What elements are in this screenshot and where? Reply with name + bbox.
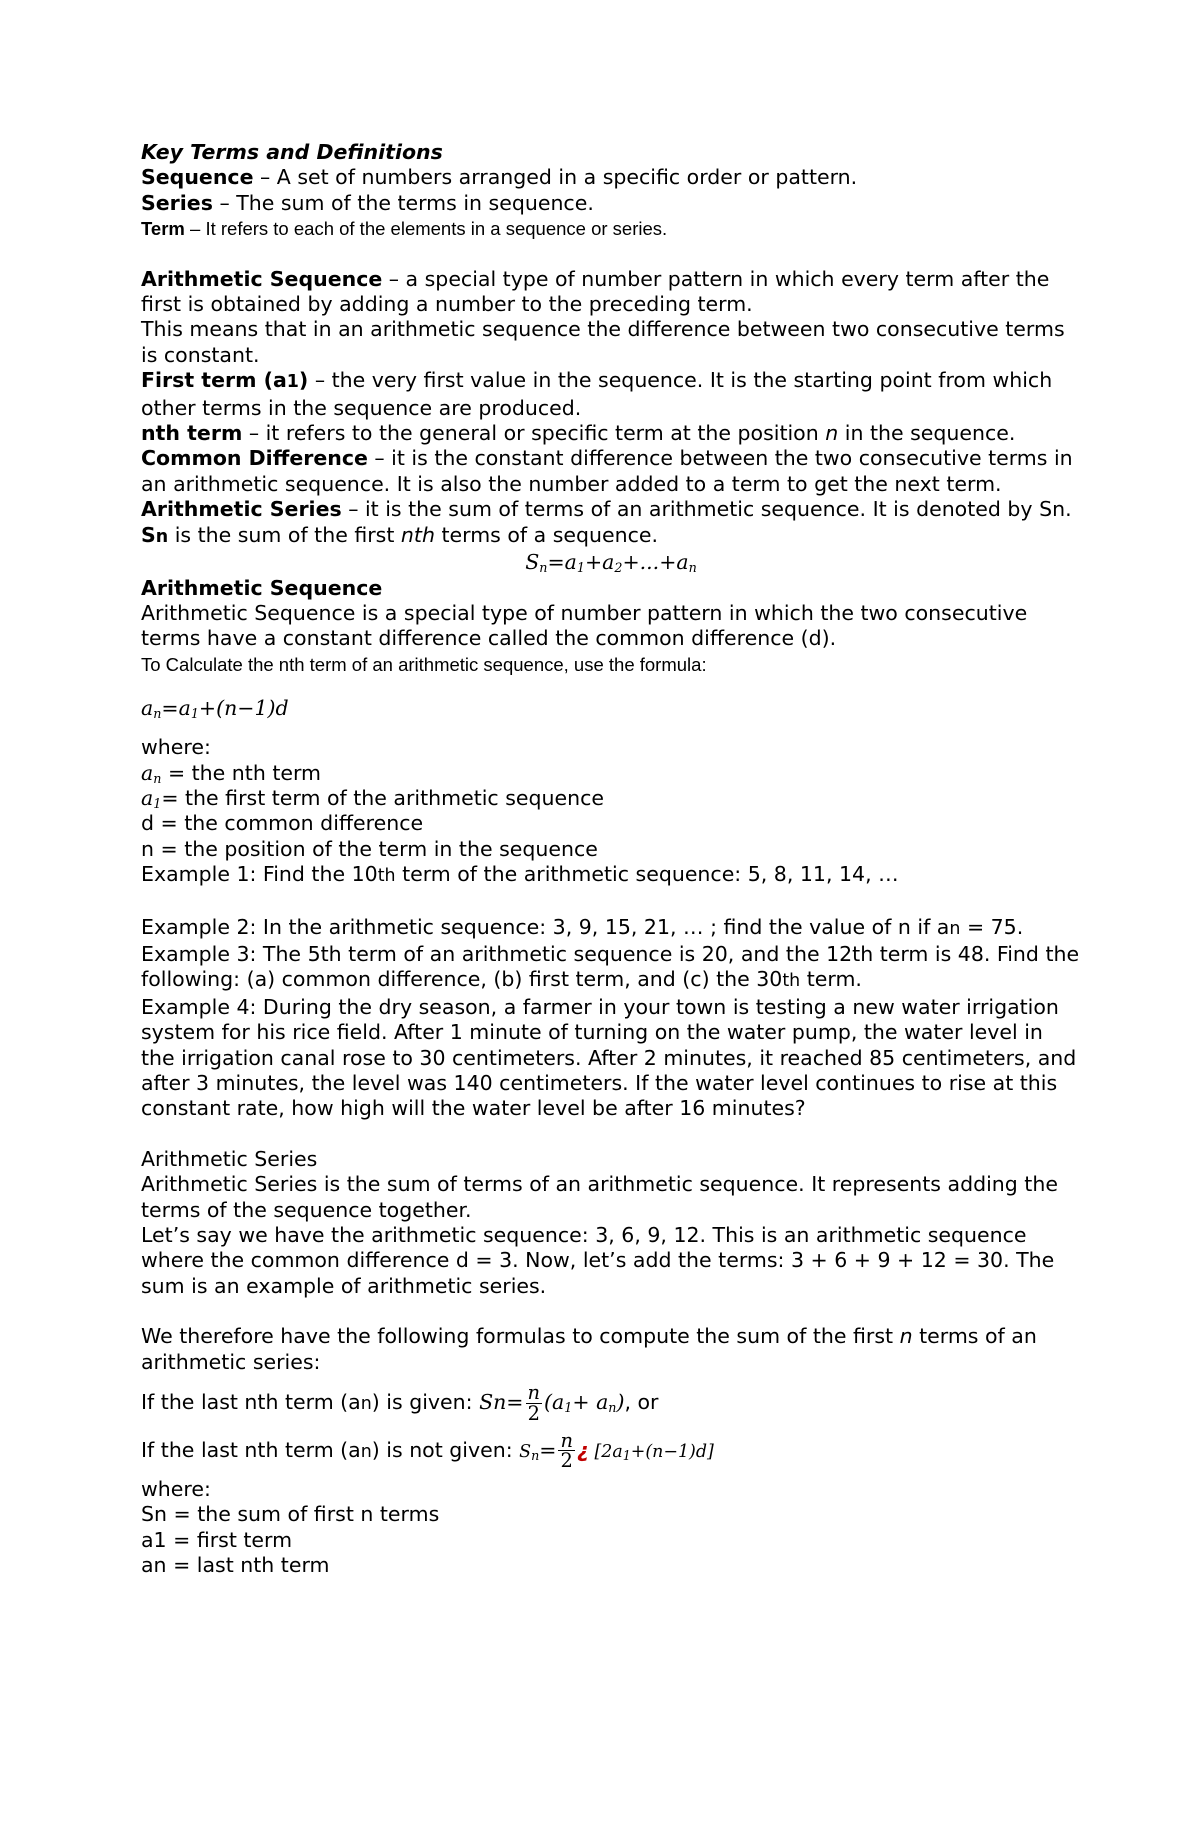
def-first-term-close: )	[298, 368, 309, 393]
f2-fraction	[558, 1431, 575, 1471]
formula-an	[141, 691, 1081, 725]
example-2-n: n	[949, 918, 961, 939]
where-an-text: = the nth term	[161, 760, 322, 785]
arith-series-example: Let’s say we have the arithmetic sequence: 3, 6, 9, 12. This is an arithmetic sequence where the common difference d = 3. Now, let’s add the terms: 3 + 6 + 9 + 12 = 30. The sum is an example of arithmetic series.	[141, 1223, 1055, 1298]
def-arith-series-text: – it is the sum of terms of an arithmetic sequence. It is denoted by Sn.	[341, 497, 1072, 522]
example-1-b: term of the arithmetic sequence: 5, 8, 11, 14, …	[395, 862, 899, 887]
arith-series-heading: Arithmetic Series	[141, 1146, 318, 1171]
def-arith-seq	[141, 267, 1081, 318]
def-sn-term	[141, 523, 168, 547]
f2-eq: =	[539, 1437, 557, 1462]
if-given-b: ) is given:	[371, 1390, 480, 1415]
def-nth-term-text-b: in the sequence.	[838, 421, 1016, 446]
example-1-th: th	[377, 866, 396, 887]
def-term-text: – It refers to each of the elements in a sequence or series.	[184, 218, 668, 240]
spacer	[141, 1122, 1081, 1147]
arith-series-where: where:	[141, 1476, 211, 1501]
arith-seq-desc: Arithmetic Sequence is a special type of number pattern in which the two consecutive terms have a constant difference called the common difference (d).	[141, 600, 1028, 651]
def-first-term-term	[141, 368, 308, 392]
f1-den: 2	[527, 1401, 540, 1425]
formula-sn-ellipsis: +...+	[622, 550, 677, 575]
def-common-diff-text: – it is the constant difference between the two consecutive terms in an arithmetic sequence. It is also the number added to a term to get the next term.	[141, 446, 1073, 496]
f1-fraction	[526, 1383, 543, 1423]
f2-rest-a: [2a	[588, 1441, 623, 1462]
def-first-term-label: First term (a	[141, 368, 287, 393]
formula-an-eq: =a	[161, 696, 191, 721]
if-not-b: ) is not given:	[371, 1437, 520, 1462]
f2-rest-b: +(n−1)d]	[630, 1441, 714, 1462]
def-arith-seq-term: Arithmetic Sequence	[141, 266, 383, 291]
f1-rest-c: )	[616, 1390, 625, 1415]
def-sn	[141, 523, 1081, 550]
f1-rest-n: n	[608, 1400, 617, 1416]
def-term	[141, 216, 1081, 241]
def-sn-sub: n	[155, 526, 169, 547]
series-where-an: an = last nth term	[141, 1553, 330, 1578]
f2-error-glyph: ¿	[577, 1437, 589, 1462]
f1-rest-a: (a	[544, 1390, 565, 1415]
formula-an-sub-n: n	[153, 706, 162, 722]
where-a1-text: = the first term of the arithmetic sequence	[161, 785, 604, 810]
f2-lhs-sub: n	[531, 1448, 540, 1464]
formula-sn-s: S	[525, 550, 540, 575]
def-sequence	[141, 165, 1081, 190]
where-a1-sub: 1	[153, 796, 162, 812]
example-3-b: term.	[800, 967, 862, 992]
def-sequence-term: Sequence	[141, 165, 254, 190]
def-arith-series-term: Arithmetic Series	[141, 497, 342, 522]
def-nth-term	[141, 421, 1081, 446]
where-d: d = the common difference	[141, 811, 424, 836]
formula-sum-given	[141, 1383, 1081, 1423]
arith-seq-where: where:	[141, 735, 211, 760]
def-arith-seq-text: – a special type of number pattern in which every term after the first is obtained by adding a number to the preceding term.	[141, 266, 1050, 317]
def-sn-text-b: terms of a sequence.	[434, 522, 659, 547]
formula-sn-sub-n2: n	[688, 560, 697, 576]
example-2-a: Example 2: In the arithmetic sequence: 3, 9, 15, 21, … ; find the value of n if a	[141, 914, 950, 939]
example-1	[141, 862, 1081, 889]
formula-sum-not-given	[141, 1431, 1081, 1471]
def-series-text: – The sum of the terms in sequence.	[212, 190, 594, 215]
spacer	[141, 890, 1081, 915]
def-first-term-sub: 1	[286, 372, 299, 393]
series-where-a1: a1 = first term	[141, 1527, 293, 1552]
def-nth-term-term: nth term	[141, 421, 243, 446]
formula-sn-eq: =	[547, 550, 565, 575]
where-an	[141, 761, 1081, 786]
f1-lhs: Sn=	[479, 1390, 524, 1415]
example-1-a: Example 1: Find the 10	[141, 862, 378, 887]
formula-sn-an: a	[676, 550, 689, 575]
where-a1	[141, 786, 1081, 811]
formula-an-a: a	[141, 696, 154, 721]
def-common-diff-term: Common Difference	[141, 446, 368, 471]
def-nth-term-text-a: – it refers to the general or specific term at the position	[242, 421, 826, 446]
def-sn-text-a: is the sum of the first	[168, 522, 401, 547]
formula-an-sub-1: 1	[190, 706, 199, 722]
formula-an-rest: +(n−1)d	[198, 696, 289, 721]
example-4: Example 4: During the dry season, a farmer in your town is testing a new water irrigation system for his rice field. After 1 minute of turning on the water pump, the water level in the irrigation canal rose to 30 centimeters. After 2 minutes, it reached 85 centimeters, and after 3 minutes, the level was 140 centimeters. If the water level continues to rise at this constant rate, how high will the water level be after 16 minutes?	[141, 994, 1077, 1121]
f1-rest-one: 1	[564, 1400, 573, 1416]
if-given-n: n	[360, 1394, 372, 1415]
def-series	[141, 191, 1081, 216]
if-given-a: If the last nth term (a	[141, 1390, 361, 1415]
def-sequence-text: – A set of numbers arranged in a specific order or pattern.	[253, 165, 858, 190]
formula-sn-a2: a	[602, 550, 615, 575]
def-arith-seq-extra: This means that in an arithmetic sequence the difference between two consecutive terms is constant.	[141, 317, 1065, 367]
def-first-term	[141, 368, 1081, 421]
f1-rest-b: + a	[572, 1390, 609, 1415]
f1-or: , or	[624, 1390, 659, 1415]
where-an-sub: n	[153, 770, 162, 786]
arith-series-formulas	[141, 1324, 1081, 1375]
def-term-term: Term	[141, 218, 185, 240]
document-page	[141, 140, 1081, 1579]
def-common-diff	[141, 446, 1081, 497]
formulas-a: We therefore have the following formulas to compute the sum of the first	[141, 1324, 900, 1349]
if-not-a: If the last nth term (a	[141, 1437, 361, 1462]
spacer	[141, 242, 1081, 267]
formula-sn-sub-1: 1	[576, 560, 585, 576]
key-terms-heading: Key Terms and Definitions	[141, 140, 443, 164]
f2-rest-one: 1	[622, 1448, 631, 1464]
f2-num: n	[560, 1429, 574, 1452]
arith-seq-calc: To Calculate the nth term of an arithmetic sequence, use the formula:	[141, 653, 707, 675]
formulas-n: n	[899, 1324, 913, 1349]
example-2	[141, 915, 1081, 942]
formula-sn-a1: a	[564, 550, 577, 575]
def-series-term: Series	[141, 190, 213, 215]
def-first-term-text: – the very first value in the sequence. It is the starting point from which other terms in the sequence are produced.	[141, 368, 1053, 420]
arith-seq-heading: Arithmetic Sequence	[141, 575, 383, 600]
def-nth-term-n: n	[825, 421, 839, 446]
spacer	[141, 1299, 1081, 1324]
f2-den: 2	[560, 1449, 573, 1473]
example-3	[141, 942, 1081, 995]
where-a1-a: a	[141, 785, 154, 810]
if-not-n: n	[360, 1441, 372, 1462]
def-sn-nth: nth	[400, 522, 435, 547]
f2-lhs: S	[519, 1441, 532, 1462]
where-n: n = the position of the term in the sequence	[141, 836, 598, 861]
formula-sn-sub-n: n	[539, 560, 548, 576]
def-sn-label: S	[141, 522, 156, 547]
where-an-a: a	[141, 760, 154, 785]
formula-sn-plus: +	[584, 550, 603, 575]
def-arith-series	[141, 497, 1081, 522]
formula-sn	[141, 550, 1081, 575]
example-2-b: = 75.	[960, 914, 1024, 939]
formulas-b: terms of an arithmetic series:	[141, 1324, 1037, 1374]
example-3-a: Example 3: The 5th term of an arithmetic sequence is 20, and the 12th term is 48. Find the following: (a) common difference, (b) first term, and (c) the 30	[141, 941, 1080, 992]
arith-series-desc: Arithmetic Series is the sum of terms of an arithmetic sequence. It represents adding the terms of the sequence together.	[141, 1172, 1058, 1222]
series-where-sn: Sn = the sum of first n terms	[141, 1502, 440, 1527]
example-3-th: th	[782, 971, 801, 992]
f1-num: n	[527, 1381, 541, 1405]
formula-sn-sub-2: 2	[614, 560, 623, 576]
